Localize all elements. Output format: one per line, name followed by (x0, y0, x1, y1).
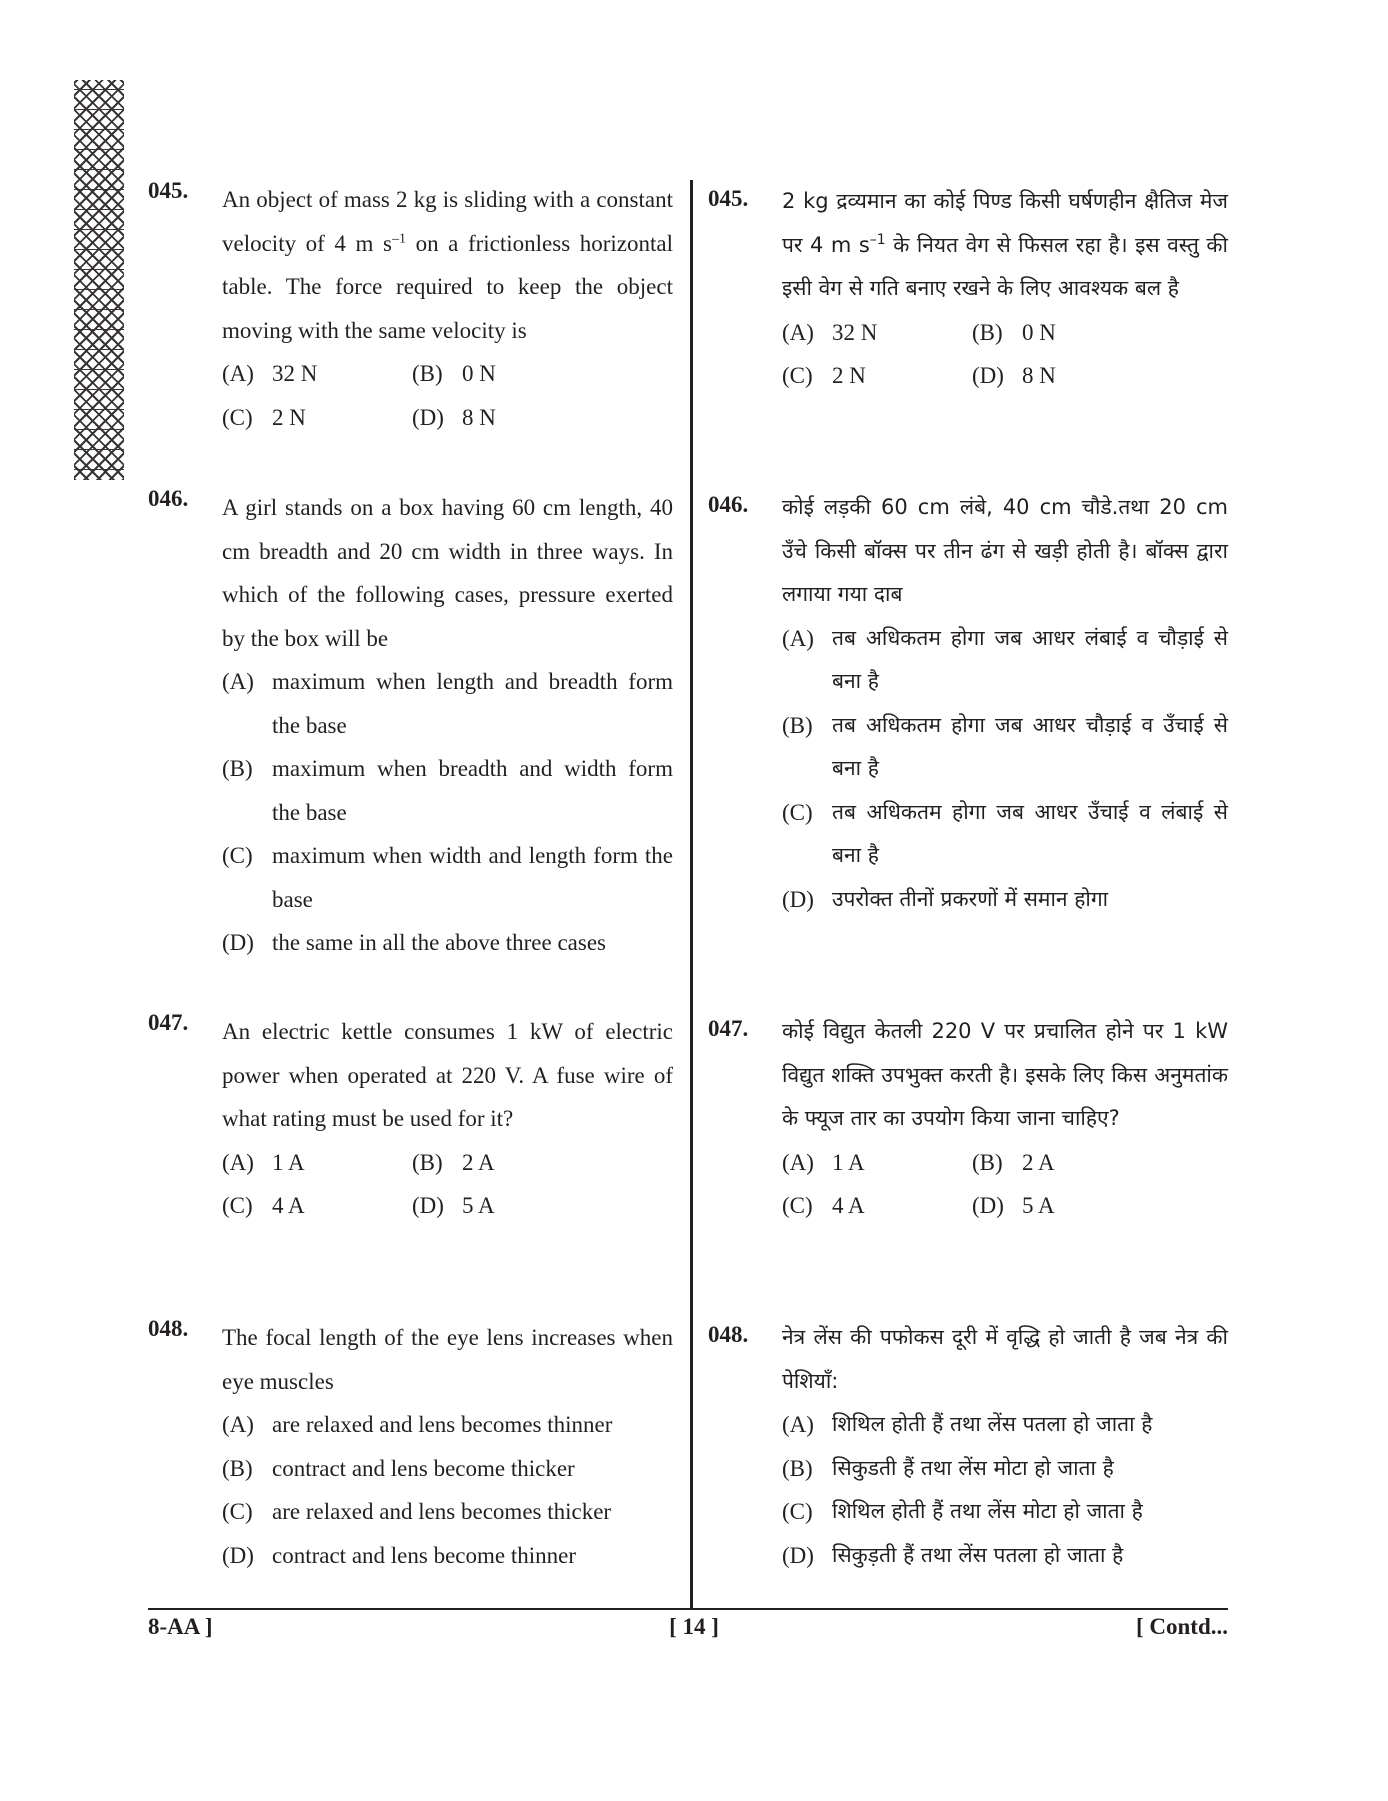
options (222, 1403, 673, 1577)
column-divider (690, 180, 693, 1610)
option-d: (D) 5 A (972, 1193, 1055, 1218)
decorative-border-pattern (74, 80, 124, 480)
option-d: (D) उपरोक्त तीनों प्रकरणों में समान होगा (782, 886, 1109, 912)
question-number: 045. (148, 178, 189, 203)
footer-rule (148, 1608, 1228, 1610)
option-d: (D) सिकुड़ती हैं तथा लेंस पतला हो जाता है (782, 1542, 1124, 1568)
option-b: (B) 2 A (412, 1149, 495, 1175)
option-b: (B) सिकुडती हैं तथा लेंस मोटा हो जाता है (782, 1455, 1114, 1481)
option-d: (D) the same in all the above three cases (222, 930, 606, 955)
option-c: (C) 2 N (222, 404, 306, 430)
option-d: (D) 5 A (412, 1193, 495, 1218)
question-text: नेत्र लेंस की पफोकस दूरी में वृद्धि हो जाती है जब नेत्र की पेशियाँ: (782, 1325, 1228, 1393)
question-number: 045. (708, 186, 749, 211)
question-number: 048. (708, 1322, 749, 1347)
option-d: (D) contract and lens become thinner (222, 1542, 576, 1568)
question-text: An electric kettle consumes 1 kW of electric power when operated at 220 V. A fuse wire of what rating must be used for it? (222, 1019, 673, 1131)
question-text: A girl stands on a box having 60 cm length, 40 cm breadth and 20 cm width in three ways. In which of the following cases, pressure exerted by the box will be (222, 495, 673, 651)
option-c: (C) शिथिल होती हैं तथा लेंस मोटा हो जाता है (782, 1499, 1143, 1524)
options (222, 660, 673, 965)
option-c: (C) तब अधिकतम होगा जब आधर उँचाई व लंबाई से बना है (782, 799, 1228, 867)
question-046-hi (708, 486, 1228, 921)
option-a: (A) 32 N (782, 319, 878, 345)
question-048-hi (708, 1316, 1228, 1577)
continued-label: [ Contd... (1135, 1614, 1228, 1639)
options (782, 1403, 1228, 1577)
option-c: (C) 4 A (222, 1193, 305, 1218)
option-c: (C) 2 N (782, 363, 866, 388)
option-a: (A) maximum when length and breadth form the base (222, 669, 673, 738)
question-047-en (148, 1010, 673, 1228)
question-text: The focal length of the eye lens increases when eye muscles (222, 1325, 673, 1394)
options (222, 352, 673, 439)
option-a: (A) are relaxed and lens becomes thinner (222, 1412, 613, 1437)
question-text: 2 kg द्रव्यमान का कोई पिण्ड किसी घर्षणहीन क्षैतिज मेज पर 4 m $s^{-1}$ के नियत वेग से फिसल रहा है। इस वस्तु की इसी वेग से गति बनाए रखने के लिए आवश्यक बल है (782, 189, 1228, 300)
question-045-hi (708, 180, 1228, 398)
question-number: 046. (708, 492, 749, 517)
option-b: (B) maximum when breadth and width form the base (222, 756, 673, 825)
option-c: (C) 4 A (782, 1193, 865, 1218)
option-b: (B) 0 N (412, 361, 496, 386)
question-number: 048. (148, 1316, 189, 1341)
option-b: (B) contract and lens become thicker (222, 1455, 575, 1481)
option-a: (A) 1 A (782, 1149, 865, 1175)
options (782, 311, 1228, 398)
option-d: (D) 8 N (412, 404, 496, 430)
booklet-code: 8-AA ] (148, 1614, 213, 1639)
option-a: (A) शिथिल होती हैं तथा लेंस पतला हो जाता है (782, 1412, 1153, 1437)
question-text: An object of mass 2 kg is sliding with a constant velocity of 4 m $s^{-1}$ on a frictionless horizontal table. The force required to keep the object moving with the same velocity is (222, 187, 673, 343)
option-a: (A) तब अधिकतम होगा जब आधर लंबाई व चौड़ाई से बना है (782, 625, 1228, 693)
question-number: 047. (148, 1010, 189, 1035)
option-c: (C) are relaxed and lens becomes thicker (222, 1499, 612, 1524)
question-045-en (148, 178, 673, 439)
options (782, 1141, 1228, 1228)
option-a: (A) 1 A (222, 1149, 305, 1175)
question-text: कोई लड़की 60 cm लंबे, 40 cm चौडे.तथा 20 cm उँचे किसी बॉक्स पर तीन ढंग से खड़ी होती है। बॉक्स द्वारा लगाया गया दाब (782, 495, 1228, 606)
options (222, 1141, 673, 1228)
option-a: (A) 32 N (222, 361, 318, 386)
option-d: (D) 8 N (972, 363, 1056, 388)
option-b: (B) 2 A (972, 1149, 1055, 1175)
option-b: (B) तब अधिकतम होगा जब आधर चौड़ाई व उँचाई से बना है (782, 712, 1228, 780)
question-047-hi (708, 1010, 1228, 1228)
question-number: 046. (148, 486, 189, 511)
page-number: [ 14 ] (669, 1614, 719, 1639)
option-b: (B) 0 N (972, 319, 1056, 345)
question-text: कोई विद्युत केतली 220 V पर प्रचालित होने पर 1 kW विद्युत शक्ति उपभुक्त करती है। इसके लिए किस अनुमतांक के फ्यूज तार का उपयोग किया जाना चाहिए? (782, 1019, 1228, 1130)
option-c: (C) maximum when width and length form the base (222, 843, 673, 912)
question-046-en (148, 486, 673, 965)
options (782, 617, 1228, 922)
question-048-en (148, 1316, 673, 1577)
question-number: 047. (708, 1016, 749, 1041)
